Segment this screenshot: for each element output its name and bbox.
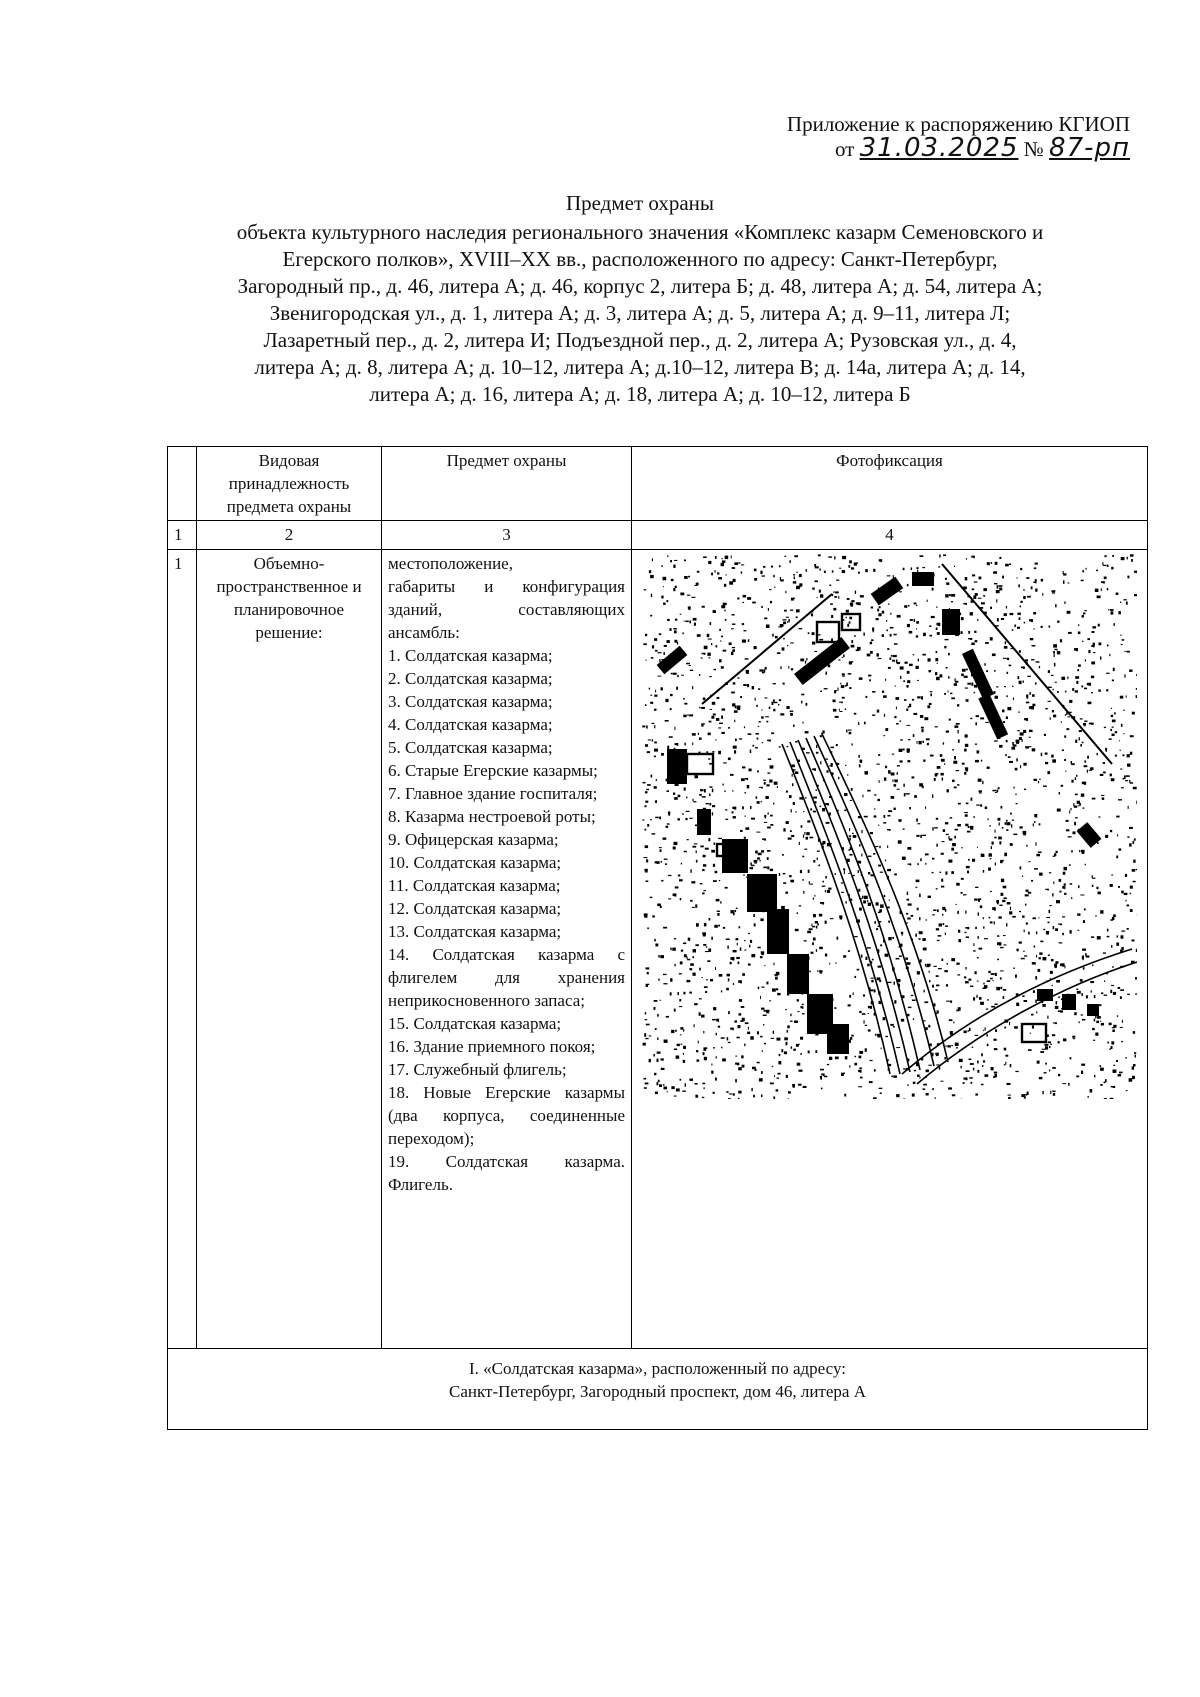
list-item: 1. Солдатская казарма; [388,646,553,665]
list-item: 11. Солдатская казарма; [388,876,561,895]
footer-line: Санкт-Петербург, Загородный проспект, дом 46, литера А [449,1382,866,1401]
list-item: местоположение, [388,554,513,573]
title-line: объекта культурного наследия регионального значения «Комплекс казарм Семеновского и [236,220,1044,244]
column-number-row [168,521,1148,550]
list-item: 14. Солдатская казарма с флигелем для хранения неприкосновенного запаса; [388,945,625,1010]
annex-header [640,112,1130,161]
column-number: 1 [168,521,197,550]
list-item: 4. Солдатская казарма; [388,715,553,734]
list-item: 7. Главное здание госпиталя; [388,784,598,803]
column-number: 4 [632,521,1148,550]
table-header-row [168,447,1148,521]
list-item: 6. Старые Егерские казармы; [388,761,598,780]
list-item: габариты и конфигурация зданий, составляющих ансамбль: [388,577,625,642]
list-item: 15. Солдатская казарма; [388,1014,562,1033]
footer-line: I. «Солдатская казарма», расположенный по адресу: [469,1359,846,1378]
order-number: 87-рп [1049,133,1130,163]
row-category: Объемно-пространственное и планировочное решение: [197,550,382,1349]
footer-row [168,1349,1148,1430]
list-item: 3. Солдатская казарма; [388,692,553,711]
protection-items [382,550,632,1349]
site-map-image [642,554,1137,1099]
protection-table [167,446,1148,1430]
title-line: Егерского полков», XVIII–XX вв., расположенного по адресу: Санкт-Петербург, [282,247,998,271]
table-row [168,550,1148,1349]
list-item: 16. Здание приемного покоя; [388,1037,596,1056]
annex-title: Приложение к распоряжению КГИОП [786,112,1130,136]
title-line: Звенигородская ул., д. 1, литера А; д. 3, литера А; д. 5, литера А; д. 9–11, литера Л; [269,301,1011,325]
header-cell-category: Видовая принадлежность предмета охраны [197,447,382,521]
title-line: литера А; д. 8, литера А; д. 10–12, литера А; д.10–12, литера В; д. 14а, литера А; д. 14, [254,355,1026,379]
list-item: 18. Новые Егерские казармы (два корпуса, соединенные переходом); [388,1083,625,1148]
list-item: 17. Служебный флигель; [388,1060,567,1079]
header-cell-1 [168,447,197,521]
header-cell-photo: Фотофиксация [632,447,1148,521]
list-item: 5. Солдатская казарма; [388,738,553,757]
document-title-block [150,190,1130,408]
list-item: 9. Офицерская казарма; [388,830,559,849]
document-title: Предмет охраны [565,191,715,215]
list-item: 12. Солдатская казарма; [388,899,562,918]
list-item: 10. Солдатская казарма; [388,853,562,872]
column-number: 3 [382,521,632,550]
title-line: литера А; д. 16, литера А; д. 18, литера А; д. 10–12, литера Б [369,382,911,406]
order-date: 31.03.2025 [859,133,1019,163]
title-line: Загородный пр., д. 46, литера А; д. 46, корпус 2, литера Б; д. 48, литера А; д. 54, литера А; [237,274,1043,298]
column-number: 2 [197,521,382,550]
list-item: 19. Солдатская казарма. Флигель. [388,1152,625,1194]
footer-cell [168,1349,1148,1430]
order-ref [640,133,1130,163]
photo-cell [632,550,1148,1349]
row-number: 1 [168,550,197,1349]
title-line: Лазаретный пер., д. 2, литера И; Подъездной пер., д. 2, литера А; Рузовская ул., д. 4, [263,328,1017,352]
header-cell-subject: Предмет охраны [382,447,632,521]
list-item: 2. Солдатская казарма; [388,669,553,688]
number-label: № [1023,137,1044,161]
list-item: 8. Казарма нестроевой роты; [388,807,596,826]
from-label: от [834,137,855,161]
list-item: 13. Солдатская казарма; [388,922,562,941]
